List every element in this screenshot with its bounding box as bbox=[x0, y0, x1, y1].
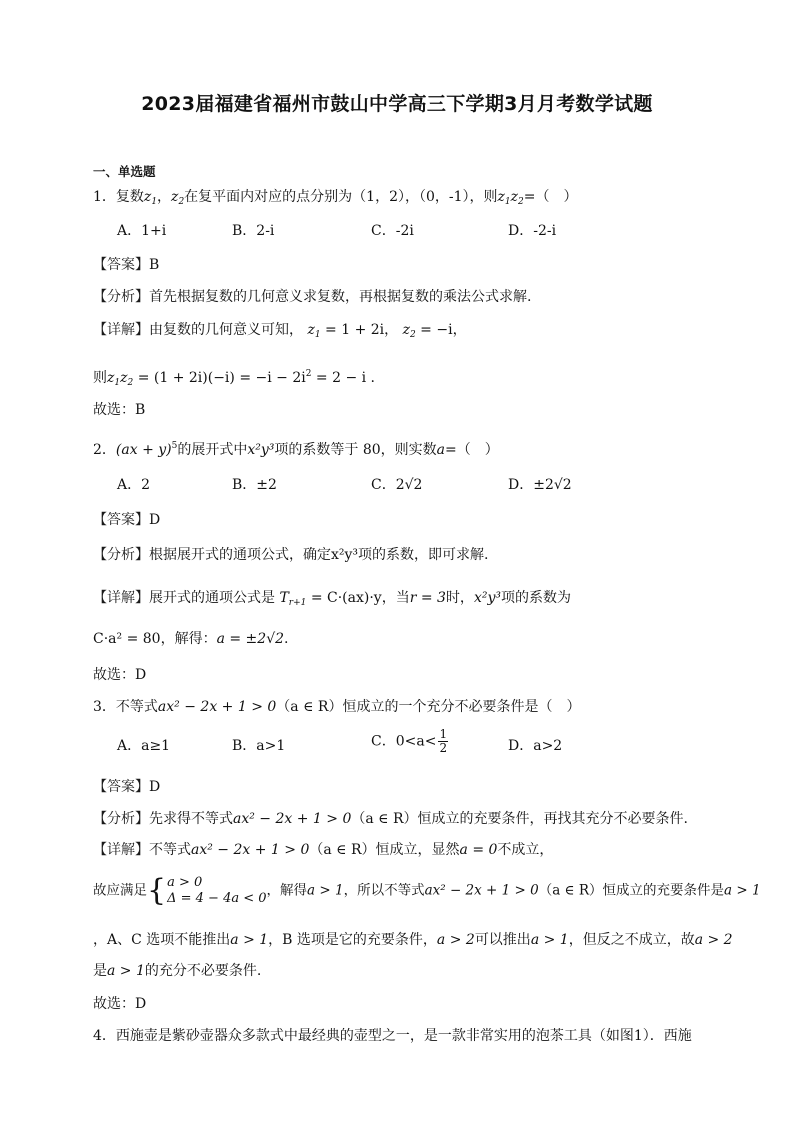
option-b: B．2-i bbox=[232, 223, 275, 239]
conclusion-3: 故选：D bbox=[93, 996, 147, 1012]
option-d: D．a>2 bbox=[508, 738, 563, 754]
detail-3: 【详解】不等式ax² − 2x + 1 > 0（a ∈ R）恒成立，显然a = 0不成立， bbox=[93, 842, 554, 858]
conclusion-1: 故选：B bbox=[93, 402, 146, 418]
analysis-label: 【分析】 bbox=[93, 289, 149, 305]
detail-1: 【详解】由复数的几何意义可知， $z_1 = 1 + 2i$， $z_2 = -i$， bbox=[93, 322, 467, 340]
detail-1-line2: 则$z_1z_2 = (1 + 2i)(-i) = -i - 2i^2 = 2 - i$ . bbox=[93, 369, 375, 388]
section-heading: 一、单选题 bbox=[93, 164, 156, 179]
analysis-3: 【分析】先求得不等式ax² − 2x + 1 > 0（a ∈ R）恒成立的充要条件，再找其充分不必要条件. bbox=[93, 811, 688, 827]
analysis-label: 【分析】 bbox=[93, 547, 149, 563]
conclusion-2: 故选：D bbox=[93, 667, 147, 683]
question-2-stem: 2．(ax + y)$^5$的展开式中x²y³项的系数等于 80，则实数a=（ ） bbox=[93, 441, 499, 458]
question-1-stem: 1．复数$z_1$，$z_2$在复平面内对应的点分别为（1，2），（0，-1），则$z_1z_2=$（ ） bbox=[93, 189, 578, 207]
analysis-2: 【分析】根据展开式的通项公式，确定x²y³项的系数，即可求解. bbox=[93, 547, 489, 563]
answer-label: 【答案】 bbox=[93, 512, 149, 528]
equation-system: a > 0 Δ = 4 − 4a < 0 bbox=[167, 875, 267, 906]
option-a: A．1+i bbox=[117, 223, 167, 239]
detail-label: 【详解】 bbox=[93, 590, 149, 606]
option-c: C．0<a< $\frac{1}{2}$ bbox=[371, 727, 448, 755]
answer-3: 【答案】D bbox=[93, 779, 161, 795]
option-c: C．2√2 bbox=[371, 477, 423, 493]
option-a: A．2 bbox=[117, 477, 151, 493]
question-3-stem: 3．不等式ax² − 2x + 1 > 0（a ∈ R）恒成立的一个充分不必要条件是（ ） bbox=[93, 699, 581, 715]
answer-label: 【答案】 bbox=[93, 779, 149, 795]
option-d: D．±2√2 bbox=[508, 477, 572, 493]
detail-label: 【详解】 bbox=[93, 322, 149, 338]
detail-3-line3: ，A、C 选项不能推出a > 1，B 选项是它的充要条件，a > 2可以推出a > 1，但反之不成立，故a > 2 bbox=[93, 932, 733, 948]
question-4-stem: 4．西施壶是紫砂壶器众多款式中最经典的壶型之一，是一款非常实用的泡茶工具（如图1）．西施 bbox=[93, 1028, 692, 1044]
detail-2: 【详解】展开式的通项公式是 $T_{r+1} = C\cdot(ax)\cdot y$，当r = 3时，x²y³项的系数为 bbox=[93, 590, 571, 608]
detail-3-line4: 是a > 1的充分不必要条件. bbox=[93, 963, 262, 979]
option-c: C．-2i bbox=[371, 223, 414, 239]
analysis-label: 【分析】 bbox=[93, 811, 149, 827]
detail-2-line2: C·a² = 80，解得：a = ±2√2. bbox=[93, 631, 289, 647]
fraction: $\frac{1}{2}$ bbox=[439, 727, 448, 755]
detail-label: 【详解】 bbox=[93, 842, 149, 858]
answer-2: 【答案】D bbox=[93, 512, 161, 528]
option-a: A．a≥1 bbox=[117, 738, 171, 754]
option-b: B．±2 bbox=[232, 477, 277, 493]
brace: { bbox=[147, 873, 167, 908]
analysis-1: 【分析】首先根据复数的几何意义求复数，再根据复数的乘法公式求解. bbox=[93, 289, 532, 305]
option-d: D．-2-i bbox=[508, 223, 557, 239]
answer-1: 【答案】B bbox=[93, 257, 160, 273]
option-b: B．a>1 bbox=[232, 738, 286, 754]
page-title: 2023届福建省福州市鼓山中学高三下学期3月月考数学试题 bbox=[141, 93, 653, 115]
detail-3-system-line: 故应满足{ a > 0 Δ = 4 − 4a < 0 ，解得a > 1，所以不等式ax² − 2x + 1 > 0（a ∈ R）恒成立的充要条件是a > 1 bbox=[93, 873, 761, 908]
answer-label: 【答案】 bbox=[93, 257, 149, 273]
